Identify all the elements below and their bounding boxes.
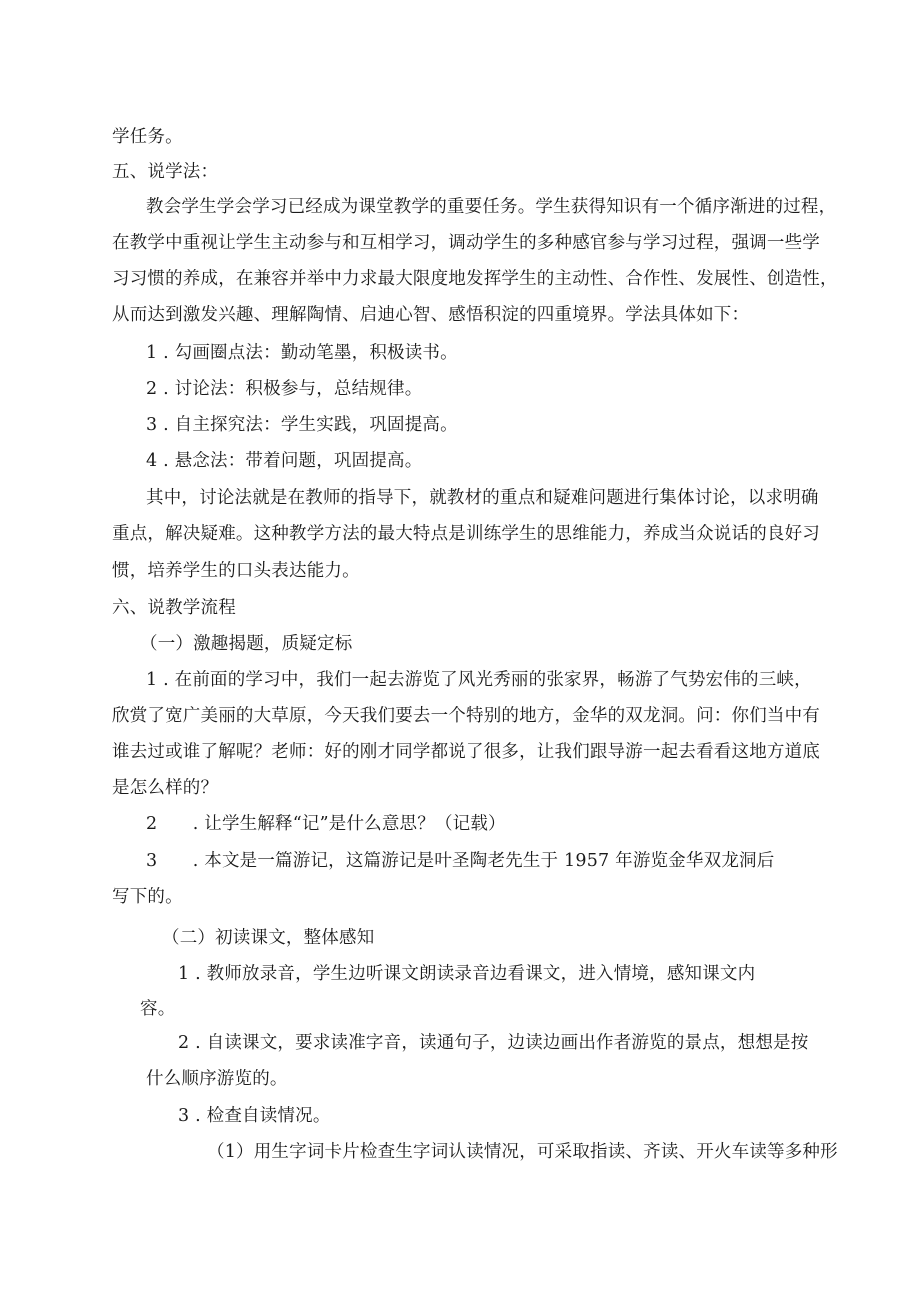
text-line: 习习惯的养成，在兼容并举中力求最大限度地发挥学生的主动性、合作性、发展性、创造性，: [112, 269, 838, 289]
list-item: 1 . 教师放录音，学生边听课文朗读录音边看课文，进入情境，感知课文内: [178, 964, 756, 984]
section-heading: 五、说学法：: [112, 162, 219, 182]
subsection-heading: （一）激趣揭题，质疑定标: [140, 634, 353, 654]
list-item: 1 . 勾画圈点法：勤动笔墨，积极读书。: [146, 343, 458, 363]
text-line: 惯，培养学生的口头表达能力。: [112, 561, 360, 581]
text-line: 容。: [140, 999, 176, 1019]
text-line: 教会学生学会学习已经成为课堂教学的重要任务。学生获得知识有一个循序渐进的过程，: [146, 197, 837, 217]
text-line: 什么顺序游览的。: [146, 1069, 288, 1089]
text-line: 从而达到激发兴趣、理解陶情、启迪心智、感悟积淀的四重境界。学法具体如下：: [112, 305, 750, 325]
list-item: 4 . 悬念法：带着问题，巩固提高。: [146, 451, 423, 471]
text-line: 写下的。: [112, 887, 183, 907]
section-heading: 六、说教学流程: [112, 598, 236, 618]
subsection-heading: （二）初读课文，整体感知: [162, 928, 375, 948]
list-item: 3 . 本文是一篇游记，这篇游记是叶圣陶老先生于 1957 年游览金华双龙洞后: [146, 851, 775, 871]
text-line: 在教学中重视让学生主动参与和互相学习，调动学生的多种感官参与学习过程，强调一些学: [112, 233, 820, 253]
text-line: 谁去过或谁了解呢？老师：好的刚才同学都说了很多，让我们跟导游一起去看看这地方道底: [112, 742, 820, 762]
list-item: 2 . 讨论法：积极参与，总结规律。: [146, 379, 423, 399]
list-item: 2 . 自读课文，要求读准字音，读通句子，边读边画出作者游览的景点，想想是按: [178, 1033, 809, 1053]
text-line: 重点，解决疑难。这种教学方法的最大特点是训练学生的思维能力，养成当众说话的良好习: [112, 524, 820, 544]
list-item: 3 . 自主探究法：学生实践，巩固提高。: [146, 415, 458, 435]
text-line: 学任务。: [112, 127, 183, 147]
text-line: 其中，讨论法就是在教师的指导下，就教材的重点和疑难问题进行集体讨论，以求明确: [146, 488, 819, 508]
list-item: 2 . 让学生解释“记”是什么意思？（记载）: [146, 814, 506, 834]
list-item: （1）用生字词卡片检查生字词认读情况，可采取指读、齐读、开火车读等多种形: [207, 1142, 838, 1162]
list-item: 3 . 检查自读情况。: [178, 1106, 331, 1126]
text-line: 是怎么样的？: [112, 778, 219, 798]
list-item: 1 . 在前面的学习中，我们一起去游览了风光秀丽的张家界，畅游了气势宏伟的三峡，: [146, 670, 812, 690]
text-line: 欣赏了宽广美丽的大草原，今天我们要去一个特别的地方，金华的双龙洞。问：你们当中有: [112, 706, 820, 726]
